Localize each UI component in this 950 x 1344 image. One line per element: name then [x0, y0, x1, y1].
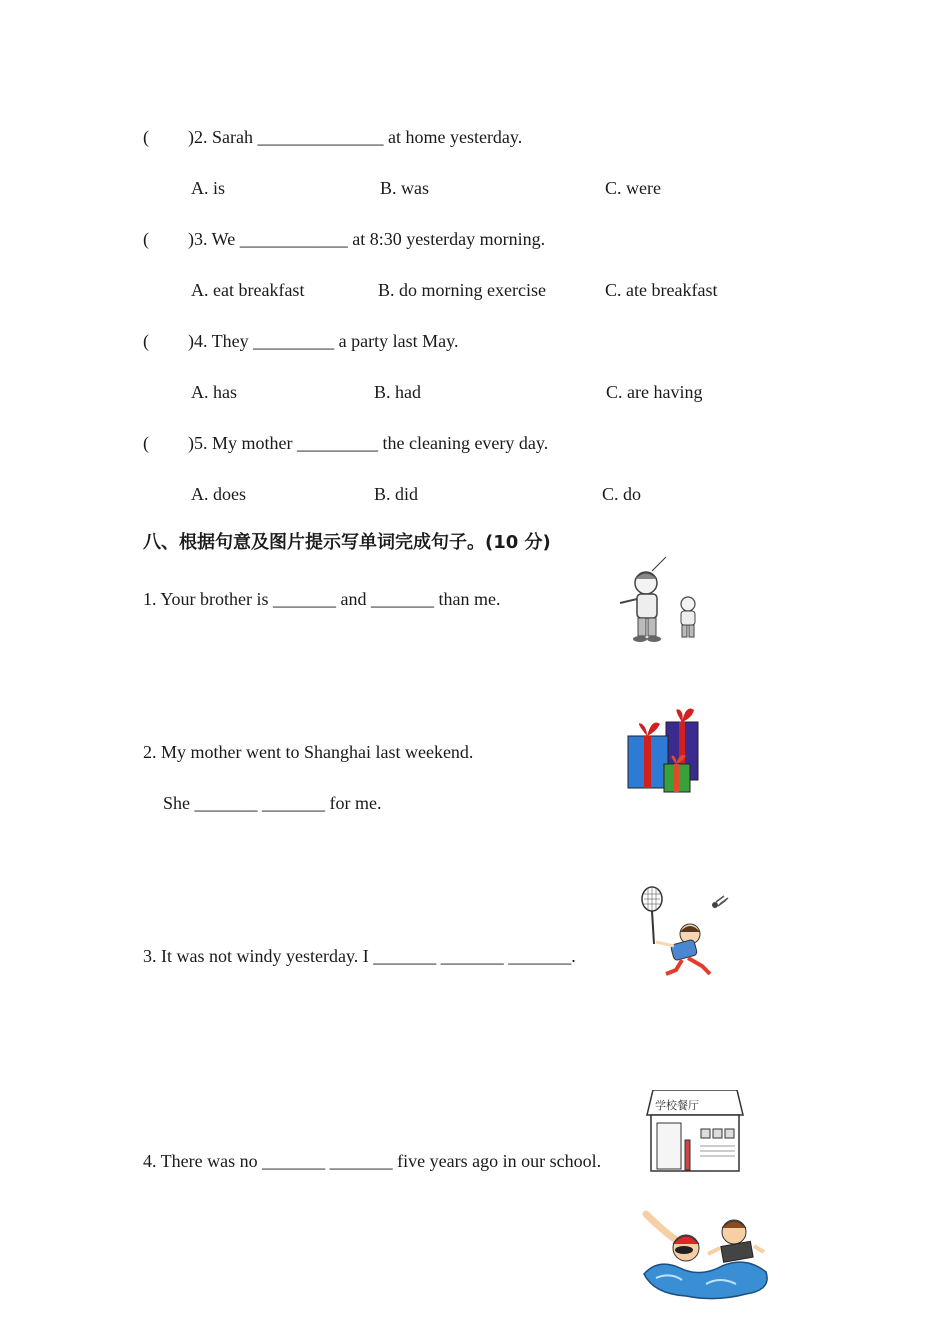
option-b[interactable]: B. was	[380, 178, 429, 198]
question-stem: )5. My mother _________ the cleaning every day.	[188, 433, 549, 453]
gift-boxes-icon	[620, 702, 705, 797]
tall-short-boys-icon	[612, 555, 707, 650]
canteen-sign-text: 学校餐厅	[655, 1099, 699, 1112]
fill-sentence-2: 2. My mother went to Shanghai last weekend.	[143, 742, 474, 762]
fill-sentence-3: 3. It was not windy yesterday. I _______ _______ _______.	[143, 946, 576, 966]
swimming-kids-icon	[636, 1208, 778, 1304]
option-a[interactable]: A. has	[191, 382, 237, 402]
fill-sentence-2-answer: She _______ _______ for me.	[163, 793, 382, 813]
option-b[interactable]: B. did	[374, 484, 419, 504]
option-c[interactable]: C. were	[605, 178, 661, 198]
badminton-player-icon	[632, 882, 737, 980]
answer-paren[interactable]: (	[143, 229, 149, 249]
fill-sentence-4: 4. There was no _______ _______ five years ago in our school.	[143, 1151, 602, 1171]
option-a[interactable]: A. does	[191, 484, 246, 504]
question-stem: )2. Sarah ______________ at home yesterday.	[188, 127, 523, 147]
option-c[interactable]: C. ate breakfast	[605, 280, 718, 300]
option-c[interactable]: C. are having	[606, 382, 703, 402]
answer-paren[interactable]: (	[143, 127, 149, 147]
section-heading: 八、根据句意及图片提示写单词完成句子。(10 分)	[143, 532, 551, 553]
option-b[interactable]: B. do morning exercise	[378, 280, 546, 300]
answer-paren[interactable]: (	[143, 331, 149, 351]
option-a[interactable]: A. eat breakfast	[191, 280, 305, 300]
school-canteen-icon	[645, 1090, 745, 1175]
option-b[interactable]: B. had	[374, 382, 421, 402]
question-stem: )4. They _________ a party last May.	[188, 331, 459, 351]
question-stem: )3. We ____________ at 8:30 yesterday morning.	[188, 229, 546, 249]
answer-paren[interactable]: (	[143, 433, 149, 453]
option-a[interactable]: A. is	[191, 178, 226, 198]
fill-sentence-1: 1. Your brother is _______ and _______ than me.	[143, 589, 501, 609]
option-c[interactable]: C. do	[602, 484, 642, 504]
